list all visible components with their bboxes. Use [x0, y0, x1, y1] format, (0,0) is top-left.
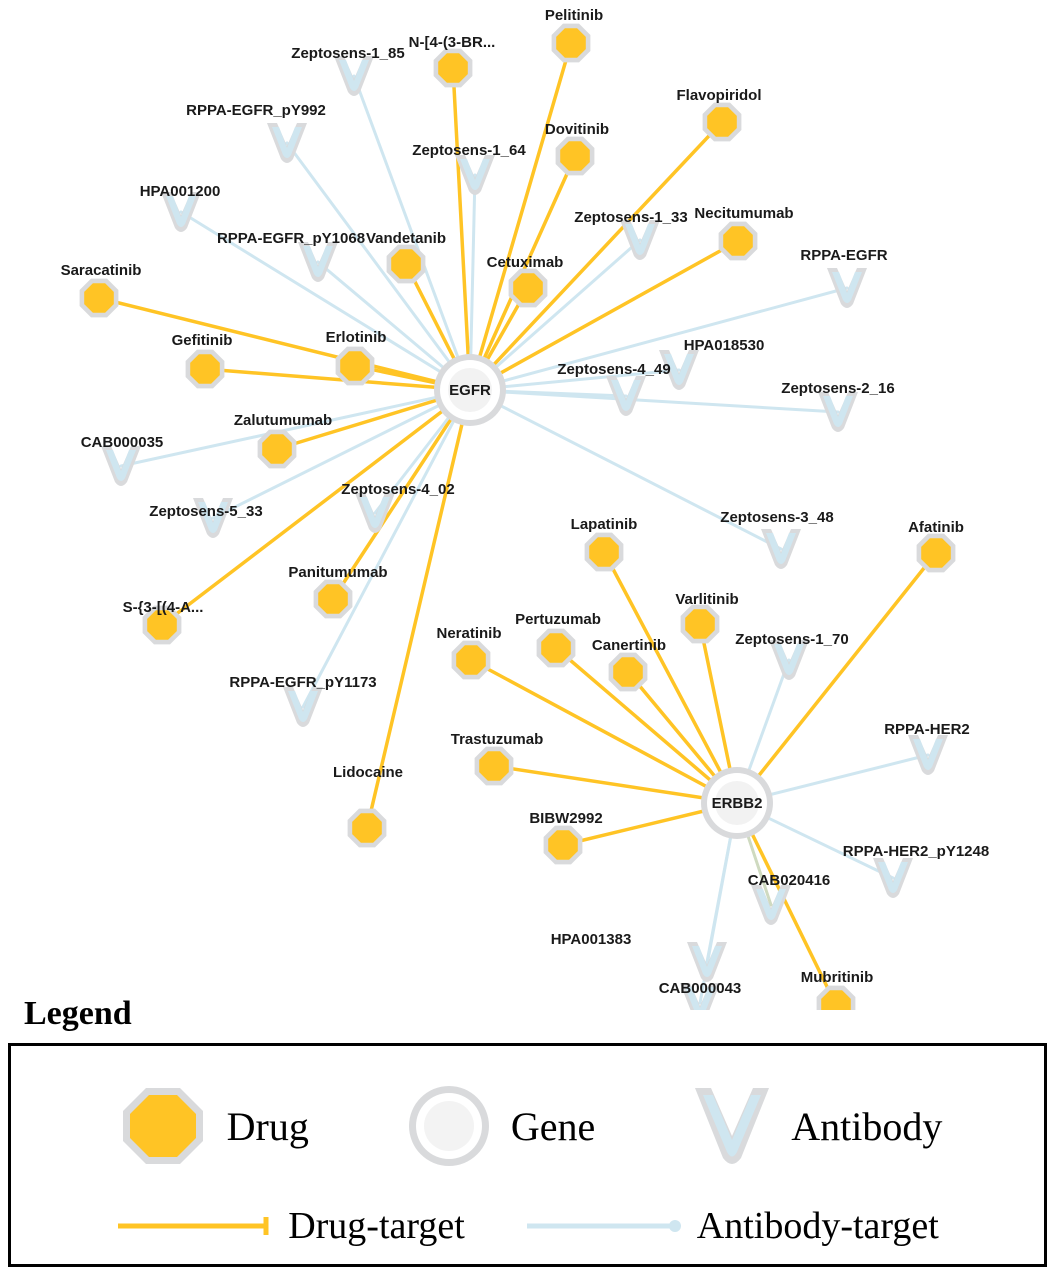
legend-item-antibody-target [525, 1204, 939, 1248]
drug-node[interactable] [585, 533, 624, 572]
antibody-node-label: HPA001200 [139, 182, 221, 200]
antibody-node-label: Zeptosens-1_33 [574, 208, 688, 226]
drug-node[interactable] [186, 350, 225, 389]
antibody-node-label: Zeptosens-1_64 [412, 141, 526, 159]
drug-icon [456, 645, 486, 675]
drug-node[interactable] [544, 826, 583, 865]
antibody-node-label: RPPA-EGFR [800, 246, 888, 264]
antibody-target-edge-icon [525, 1214, 685, 1238]
drug-node-label: Lidocaine [332, 763, 404, 781]
drug-node-label: Vandetanib [365, 229, 447, 247]
antibody-node-label: Zeptosens-1_70 [735, 630, 849, 648]
drug-node[interactable] [387, 245, 426, 284]
drug-node[interactable] [258, 430, 297, 469]
antibody-node-label: Zeptosens-4_02 [341, 480, 455, 498]
drug-node-label: Erlotinib [325, 328, 387, 346]
antibody-node-label: Zeptosens-1_85 [291, 44, 405, 62]
drug-node-label: Varlitinib [675, 590, 739, 608]
drug-node[interactable] [314, 580, 353, 619]
drug-node[interactable] [681, 605, 720, 644]
drug-node-label: Lapatinib [570, 515, 638, 533]
drug-node[interactable] [556, 137, 595, 176]
drug-icon [707, 107, 737, 137]
legend-label-antibody-target: Antibody-target [696, 1205, 939, 1247]
drug-icon [84, 283, 114, 313]
drug-icon [560, 141, 590, 171]
drug-node[interactable] [434, 49, 473, 88]
antibody-node-label: RPPA-HER2 [884, 720, 970, 738]
antibody-node-label: RPPA-HER2_pY1248 [842, 842, 990, 860]
drug-node-label: Panitumumab [288, 563, 388, 581]
drug-icon [613, 657, 643, 687]
octagon-icon [113, 1078, 213, 1174]
drug-node[interactable] [719, 222, 758, 261]
drug-node[interactable] [703, 103, 742, 142]
antibody-node-label: CAB020416 [747, 871, 831, 889]
legend-edge-row [11, 1196, 1044, 1256]
drug-icon [352, 813, 382, 843]
antibody-node-label: Zeptosens-2_16 [781, 379, 895, 397]
drug-node-label: Dovitinib [544, 120, 610, 138]
legend-title: Legend [24, 995, 132, 1032]
legend-label-drug: Drug [226, 1103, 309, 1149]
drug-node-label: BIBW2992 [529, 809, 603, 827]
drug-icon [340, 351, 370, 381]
drug-node-label: Necitumumab [694, 204, 794, 222]
drug-icon [190, 354, 220, 384]
antibody-node-label: CAB000035 [80, 433, 164, 451]
drug-icon [262, 434, 292, 464]
drug-icon [921, 538, 951, 568]
circle-icon [401, 1078, 497, 1174]
drug-icon [513, 273, 543, 303]
drug-node-label: Neratinib [436, 624, 502, 642]
antibody-node-label: CAB000043 [658, 979, 742, 997]
drug-node-label: S-{3-[(4-A... [122, 598, 204, 616]
drug-node[interactable] [537, 629, 576, 668]
drug-node[interactable] [917, 534, 956, 573]
antibody-node-label: Zeptosens-5_33 [149, 502, 263, 520]
drug-node-label: Flavopiridol [676, 86, 762, 104]
legend-node-row [11, 1076, 1044, 1176]
drug-node[interactable] [609, 653, 648, 692]
drug-icon [685, 609, 715, 639]
legend-panel [8, 1043, 1047, 1267]
drug-node-label: Cetuximab [486, 253, 564, 271]
drug-icon [589, 537, 619, 567]
antibody-node-label: HPA001383 [550, 930, 632, 948]
drug-node-label: N-[4-(3-BR... [408, 33, 496, 51]
drug-node-label: Zalutumumab [233, 411, 333, 429]
drug-node-label: Pelitinib [544, 6, 604, 24]
antibody-node-label: Zeptosens-3_48 [720, 508, 834, 526]
legend-label-antibody: Antibody [791, 1103, 943, 1149]
edge-antibody-target [213, 390, 470, 518]
drug-node[interactable] [817, 986, 856, 1010]
drug-node-label: Saracatinib [60, 261, 142, 279]
drug-node[interactable] [509, 269, 548, 308]
gene-node-label: EGFR [449, 381, 491, 399]
antibody-node-label: HPA018530 [683, 336, 765, 354]
drug-icon [391, 249, 421, 279]
legend-item-drug [113, 1078, 309, 1174]
drug-icon [556, 28, 586, 58]
drug-icon [318, 584, 348, 614]
drug-node-label: Gefitinib [171, 331, 233, 349]
edge-drug-target [453, 68, 470, 390]
drug-node[interactable] [452, 641, 491, 680]
antibody-node-label: Zeptosens-4_49 [557, 360, 671, 378]
legend-item-gene [401, 1078, 595, 1174]
drug-node[interactable] [336, 347, 375, 386]
drug-icon [541, 633, 571, 663]
drug-icon [723, 226, 753, 256]
antibody-node-label: RPPA-EGFR_pY1173 [229, 673, 377, 691]
drug-node-label: Pertuzumab [515, 610, 601, 628]
legend-label-drug-target: Drug-target [288, 1205, 465, 1247]
edge-antibody-target [303, 390, 470, 707]
edge-drug-target [737, 553, 936, 803]
drug-node[interactable] [348, 809, 387, 848]
drug-icon [479, 751, 509, 781]
drug-target-edge-icon [116, 1214, 276, 1238]
legend-item-antibody [687, 1078, 942, 1174]
drug-node-label: Afatinib [908, 518, 964, 536]
drug-node-label: Trastuzumab [450, 730, 544, 748]
drug-icon [438, 53, 468, 83]
legend-item-drug-target [116, 1204, 465, 1248]
legend-label-gene: Gene [510, 1103, 596, 1149]
antibody-node-label: RPPA-EGFR_pY992 [186, 101, 326, 119]
drug-node[interactable] [80, 279, 119, 318]
drug-node[interactable] [552, 24, 591, 63]
drug-node-label: Mubritinib [800, 968, 874, 986]
gene-node-label: ERBB2 [711, 794, 763, 812]
chevron-down-icon [687, 1078, 777, 1174]
antibody-node-label: RPPA-EGFR_pY1068 [216, 229, 366, 247]
drug-icon [548, 830, 578, 860]
drug-node[interactable] [475, 747, 514, 786]
drug-node-label: Canertinib [591, 636, 667, 654]
